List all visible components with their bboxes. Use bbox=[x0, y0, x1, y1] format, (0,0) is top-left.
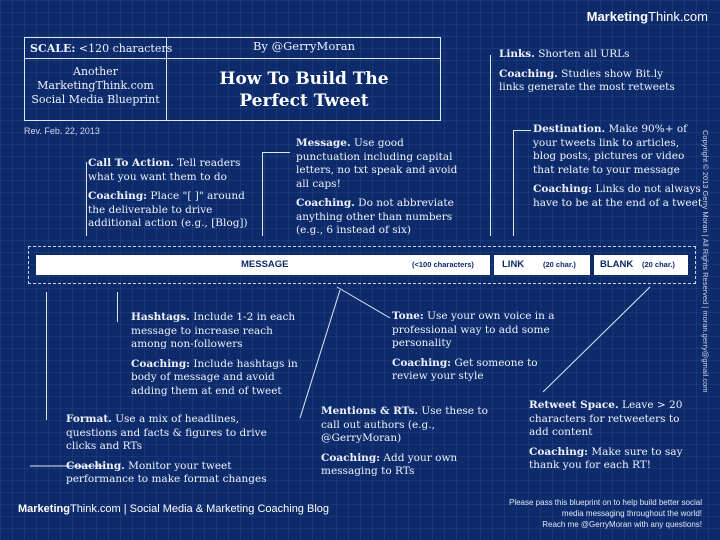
callout-tone: Tone: Use your own voice in a professional way to add some personality Coaching: Get someone to review your style bbox=[392, 310, 555, 382]
callout-retweet-space: Retweet Space. Leave > 20 characters for retweeters to add content Coaching: Make sure to say thank you for each RT! bbox=[529, 399, 683, 471]
callout-message: Message. Use good punctuation including capital letters, no txt speak and avoid all caps! Coaching. Do not abbreviate anything other than numbers (e.g., 6 instead of six) bbox=[296, 137, 458, 236]
revision-date: Rev. Feb. 22, 2013 bbox=[24, 126, 100, 136]
blank-label: BLANK bbox=[600, 259, 634, 270]
callout-links: Links. Shorten all URLs Coaching. Studies show Bit.ly links generate the most retweets bbox=[499, 48, 675, 93]
brand-logo-top: MarketingThink.com bbox=[586, 9, 708, 24]
callout-format: Format. Use a mix of headlines, questions and facts & figures to drive clicks and RTs Coaching. Monitor your tweet performance to make format changes bbox=[66, 413, 267, 485]
callout-call-to-action: Call To Action. Tell readers what you want them to do Coaching: Place "[ ]" around the deliverable to drive additional action (e.g., [Blog]) bbox=[88, 157, 248, 229]
blank-chars: (20 char.) bbox=[642, 260, 675, 269]
message-chars: (<100 characters) bbox=[412, 260, 474, 269]
blueprint-subtitle: Another MarketingThink.com Social Media Blueprint bbox=[31, 65, 160, 106]
copyright-notice: Copyright © 2013 Gerry Moran | All Rights Reserved | moran.gerry@gmail.com bbox=[701, 130, 710, 393]
message-label: MESSAGE bbox=[241, 259, 289, 270]
byline: By @GerryMoran bbox=[252, 39, 356, 53]
link-label: LINK bbox=[502, 259, 525, 270]
page-title: How To Build The Perfect Tweet bbox=[219, 69, 389, 111]
footer-brand: MarketingThink.com | Social Media & Marketing Coaching Blog bbox=[18, 503, 330, 515]
callout-hashtags: Hashtags. Include 1-2 in each message to increase reach among non-followers Coaching: Include hashtags in body of message and avoid adding them at end of tweet bbox=[131, 311, 298, 397]
footer-note: Please pass this blueprint on to help build better social media messaging throughout the world! Reach me @GerryMoran with any questions! bbox=[508, 498, 702, 529]
link-chars: (20 char.) bbox=[543, 260, 576, 269]
callout-mentions: Mentions & RTs. Use these to call out authors (e.g., @GerryMoran) Coaching: Add your own messaging to RTs bbox=[321, 405, 488, 477]
scale-label: SCALE: <120 characters bbox=[30, 42, 173, 55]
callout-destination: Destination. Make 90%+ of your tweets link to articles, blog posts, pictures or video that relate to your message Coaching: Links do not always have to be at the end of a tweet bbox=[533, 123, 703, 209]
